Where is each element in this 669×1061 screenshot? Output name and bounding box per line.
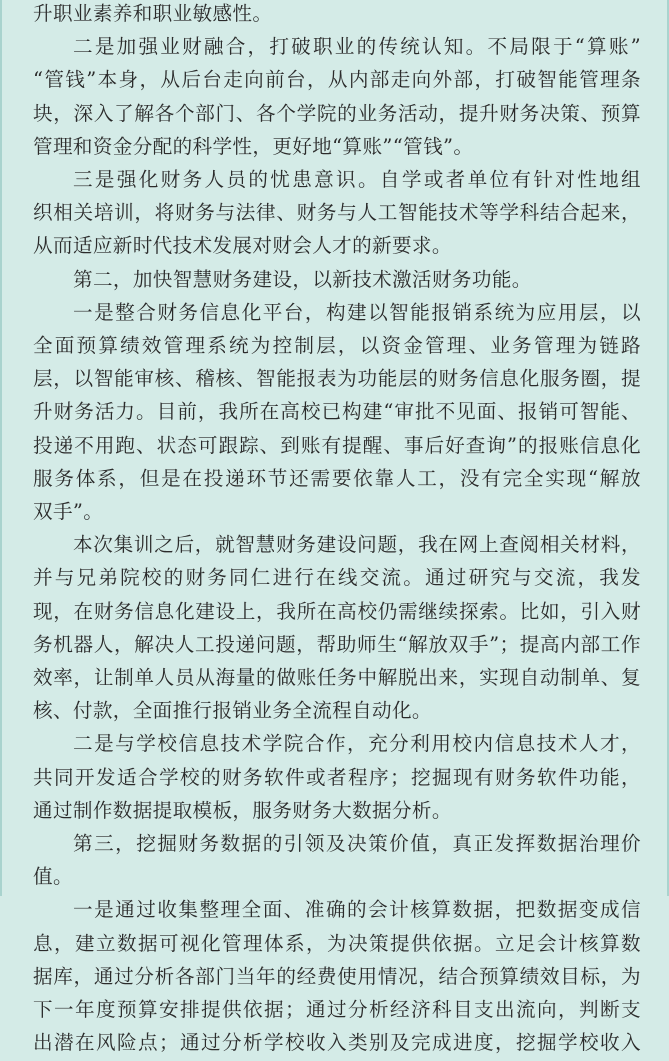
paragraph-line: 升财务活力。目前，我所在高校已构建“审批不见面、报销可智能、 — [33, 400, 641, 424]
paragraph-line: 共同开发适合学校的财务软件或者程序；挖掘现有财务软件功能， — [33, 765, 641, 789]
paragraph-line: 二是与学校信息技术学院合作，充分利用校内信息技术人才， — [73, 732, 641, 756]
paragraph-line: 务机器人，解决人工投递问题，帮助师生“解放双手”；提高内部工作 — [33, 632, 641, 656]
paragraph-line: 全面预算绩效管理系统为控制层，以资金管理、业务管理为链路 — [33, 334, 641, 357]
paragraph-line: 出潜在风险点；通过分析学校收入类别及完成进度，挖掘学校收入 — [33, 1031, 641, 1055]
paragraph-line: 从而适应新时代技术发展对财会人才的新要求。 — [33, 234, 452, 258]
paragraph-line: 核、付款，全面推行报销业务全流程自动化。 — [33, 699, 432, 723]
paragraph-line: 效率，让制单人员从海量的做账任务中解脱出来，实现自动制单、复 — [33, 666, 641, 689]
paragraph-line: 织相关培训，将财务与法律、财务与人工智能技术等学科结合起来， — [33, 201, 641, 225]
paragraph-line: 并与兄弟院校的财务同仁进行在线交流。通过研究与交流，我发 — [33, 566, 641, 590]
paragraph-line: 现，在财务信息化建设上，我所在高校仍需继续探索。比如，引入财 — [33, 599, 641, 623]
paragraph-line: 块，深入了解各个部门、各个学院的业务活动，提升财务决策、预算 — [33, 101, 641, 125]
paragraph-line: 通过制作数据提取模板，服务财务大数据分析。 — [33, 798, 452, 822]
section-heading: 第二，加快智慧财务建设，以新技术激活财务功能。 — [73, 267, 532, 291]
paragraph-line: 服务体系，但是在投递环节还需要依靠人工，没有完全实现“解放 — [33, 466, 641, 490]
paragraph-line: 据库，通过分析各部门当年的经费使用情况，结合预算绩效目标，为 — [33, 964, 641, 988]
paragraph-line: 双手”。 — [33, 500, 104, 523]
paragraph-line: 息，建立数据可视化管理体系，为决策提供依据。立足会计核算数 — [33, 931, 641, 955]
paragraph-line: 三是强化财务人员的忧患意识。自学或者单位有针对性地组 — [73, 168, 641, 191]
paragraph-line: 本次集训之后，就智慧财务建设问题，我在网上查阅相关材料， — [73, 533, 641, 557]
paragraph-line: 投递不用跑、状态可跟踪、到账有提醒、事后好查询”的报账信息化 — [33, 433, 641, 457]
section-heading: 值。 — [33, 865, 73, 889]
paragraph-line: 管理和资金分配的科学性，更好地“算账”“管钱”。 — [33, 134, 474, 158]
paragraph-line: 下一年度预算安排提供依据；通过分析经济科目支出流向，判断支 — [33, 998, 641, 1021]
section-heading: 第三，挖掘财务数据的引领及决策价值，真正发挥数据治理价 — [73, 832, 641, 855]
paragraph-line: 一是整合财务信息化平台，构建以智能报销系统为应用层，以 — [73, 300, 641, 324]
paragraph-line: 二是加强业财融合，打破职业的传统认知。不局限于“算账” — [73, 35, 641, 59]
paragraph-line: 层，以智能审核、稽核、智能报表为功能层的财务信息化服务圈，提 — [33, 367, 641, 391]
paragraph-line: 升职业素养和职业敏感性。 — [33, 2, 273, 25]
paragraph-line: “管钱”本身，从后台走向前台，从内部走向外部，打破智能管理条 — [33, 68, 641, 92]
paragraph-line: 一是通过收集整理全面、准确的会计核算数据，把数据变成信 — [73, 898, 641, 922]
